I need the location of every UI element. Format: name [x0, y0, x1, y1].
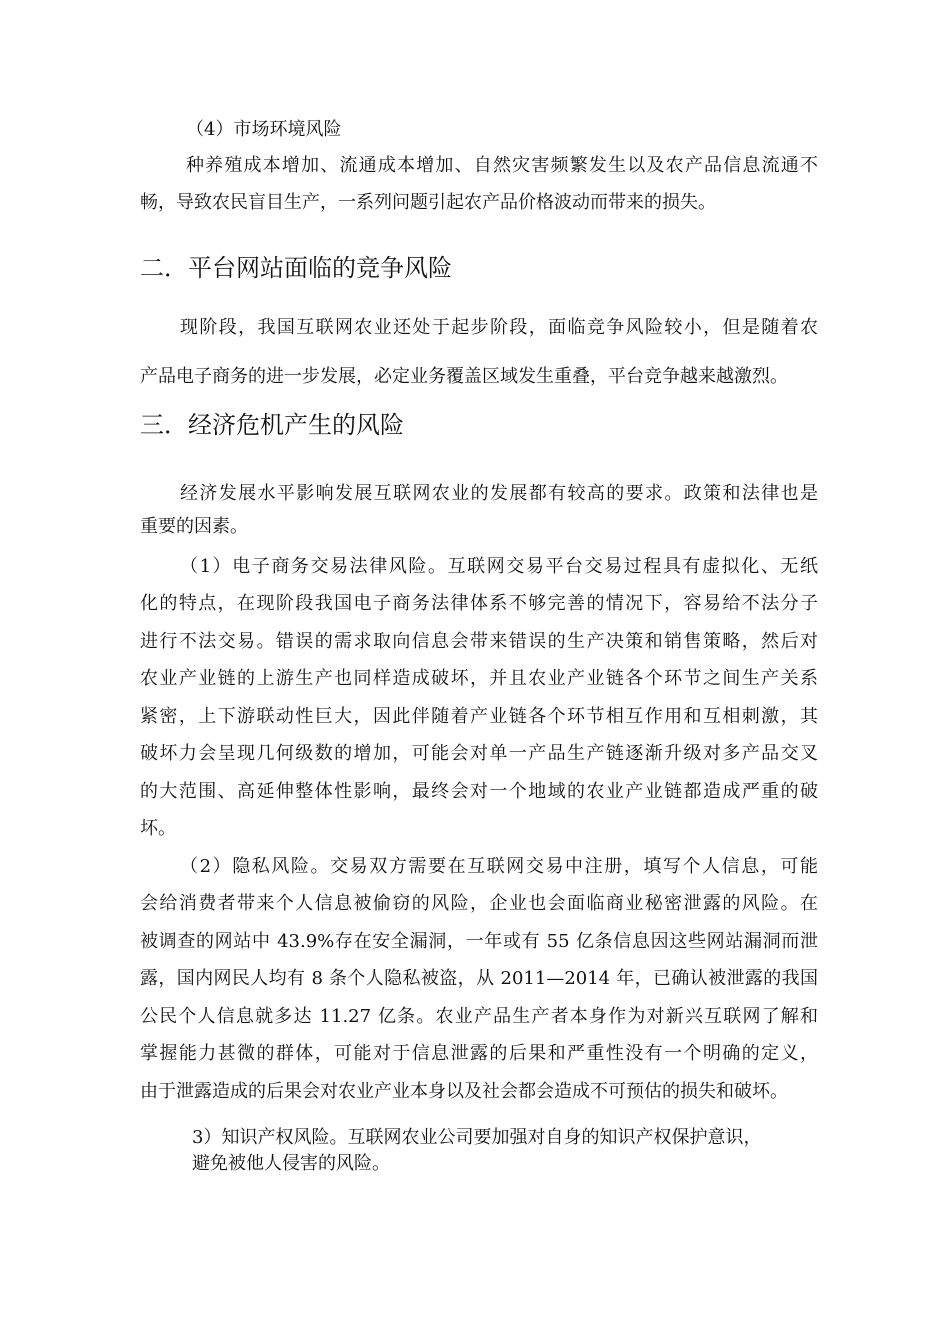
- paragraph-line: 公民个人信息就多达 11.27 亿条。农业产品生产者本身作为对新兴互联网了解和: [140, 1006, 818, 1027]
- paragraph-line: 露，国内网民人均有 8 条个人隐私被盗，从 2011—2014 年，已确认被泄露的我国: [140, 968, 818, 989]
- paragraph-line: 种养殖成本增加、流通成本增加、自然灾害频繁发生以及农产品信息流通不: [186, 155, 818, 176]
- paragraph-line: 坏。: [140, 818, 176, 839]
- paragraph-line: 经济发展水平影响发展互联网农业的发展都有较高的要求。政策和法律也是: [180, 483, 818, 504]
- paragraph-line: 畅，导致农民盲目生产，一系列问题引起农产品价格波动而带来的损失。: [140, 192, 716, 213]
- paragraph-line: 的大范围、高延伸整体性影响，最终会对一个地域的农业产业链都造成严重的破: [140, 781, 818, 802]
- paragraph-line: 现阶段，我国互联网农业还处于起步阶段，面临竞争风险较小，但是随着农: [180, 317, 818, 338]
- paragraph-line: 掌握能力甚微的群体，可能对于信息泄露的后果和严重性没有一个明确的定义，: [140, 1043, 818, 1064]
- paragraph-line: 3）知识产权风险。互联网农业公司要加强对自身的知识产权保护意识，: [192, 1127, 762, 1148]
- paragraph-line: （1）电子商务交易法律风险。互联网交易平台交易过程具有虚拟化、无纸: [180, 556, 818, 577]
- paragraph-line: 避免被他人侵害的风险。: [192, 1153, 390, 1174]
- paragraph-line: 产品电子商务的进一步发展，必定业务覆盖区域发生重叠，平台竞争越来越激烈。: [140, 366, 788, 387]
- paragraph-line: 由于泄露造成的后果会对农业产业本身以及社会都会造成不可预估的损失和破坏。: [140, 1081, 788, 1102]
- paragraph-line: 重要的因素。: [140, 516, 248, 537]
- section-heading-competition: 二．平台网站面临的竞争风险: [140, 254, 452, 282]
- paragraph-line: 会给消费者带来个人信息被偷窃的风险，企业也会面临商业秘密泄露的风险。在: [140, 893, 818, 914]
- paragraph-line: 破坏力会呈现几何级数的增加，可能会对单一产品生产链逐渐升级对多产品交叉: [140, 743, 818, 764]
- paragraph-line: （2）隐私风险。交易双方需要在互联网交易中注册，填写个人信息，可能: [180, 856, 818, 877]
- paragraph-line: 被调查的网站中 43.9%存在安全漏洞，一年或有 55 亿条信息因这些网站漏洞而泄: [140, 931, 818, 952]
- section-4-title: （4）市场环境风险: [186, 119, 342, 140]
- section-heading-economy: 三．经济危机产生的风险: [140, 411, 404, 439]
- paragraph-line: 紧密，上下游联动性巨大，因此伴随着产业链各个环节相互作用和互相刺激，其: [140, 706, 818, 727]
- paragraph-line: 农业产业链的上游生产也同样造成破坏，并且农业产业链各个环节之间生产关系: [140, 668, 818, 689]
- paragraph-line: 进行不法交易。错误的需求取向信息会带来错误的生产决策和销售策略，然后对: [140, 631, 818, 652]
- paragraph-line: 化的特点，在现阶段我国电子商务法律体系不够完善的情况下，容易给不法分子: [140, 593, 818, 614]
